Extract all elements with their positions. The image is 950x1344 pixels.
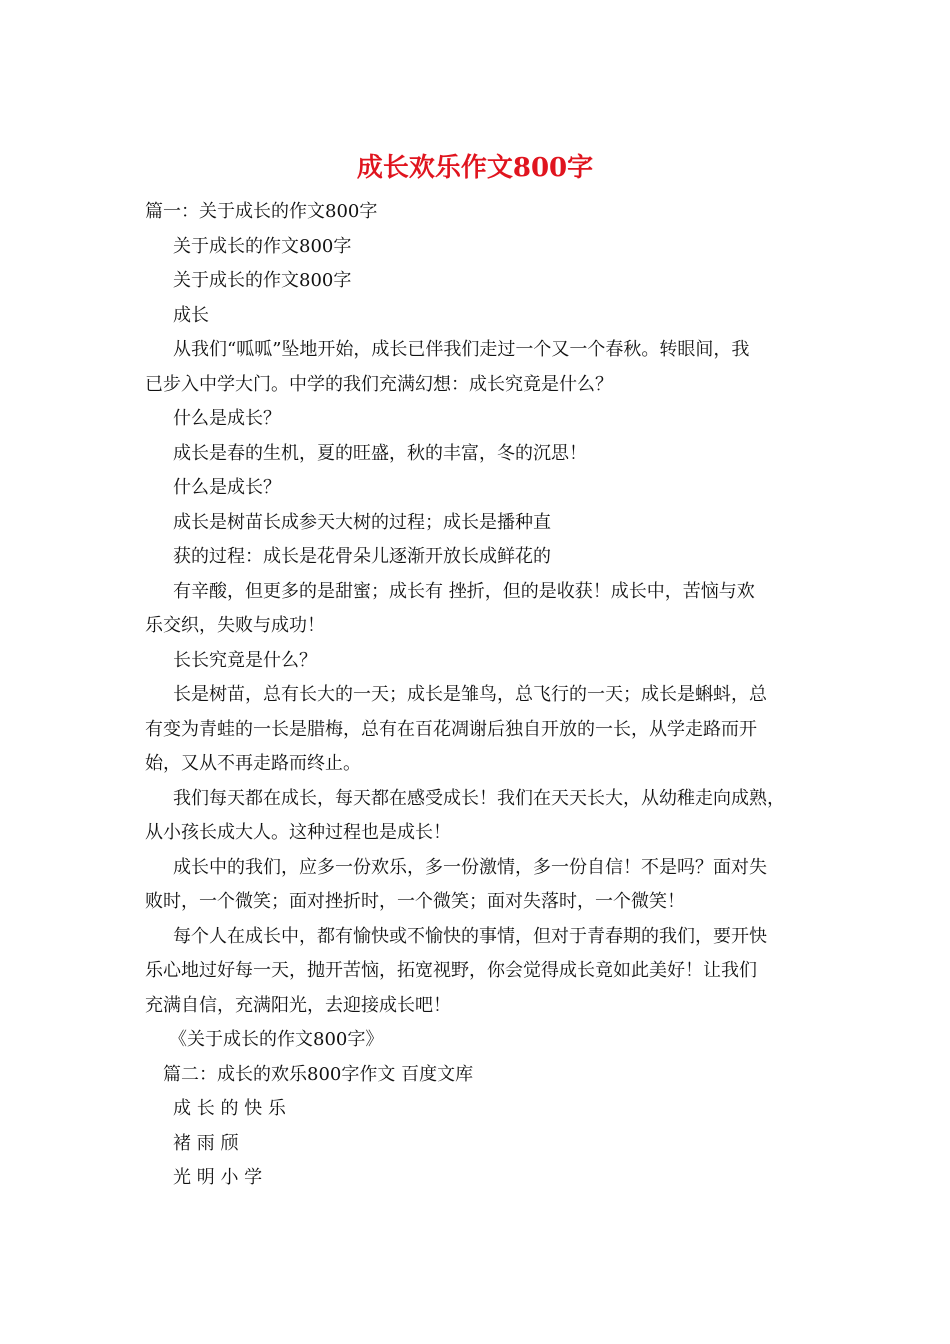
document-title: 成长欢乐作文800字 xyxy=(356,153,594,183)
document-body xyxy=(145,195,815,1196)
paragraph-line: 成长是春的生机，夏的旺盛，秋的丰富，冬的沉思！ xyxy=(173,442,587,464)
paragraph-line: 关于成长的作文800字 xyxy=(173,235,352,257)
paragraph-line: 我们每天都在成长，每天都在感受成长！我们在天天长大，从幼稚走向成熟， xyxy=(173,787,785,809)
paragraph-line: 获的过程：成长是花骨朵儿逐渐开放长成鲜花的 xyxy=(173,546,551,567)
paragraph-line: 从我们“呱呱”坠地开始，成长已伴我们走过一个又一个春秋。转眼间，我 xyxy=(173,339,750,360)
paragraph-line: 有辛酸，但更多的是甜蜜；成长有 挫折，但的是收获！成长中，苦恼与欢 xyxy=(173,580,755,602)
paragraph-line: 成长中的我们，应多一份欢乐，多一份激情，多一份自信！不是吗？面对失 xyxy=(173,856,767,878)
paragraph-line: 什么是成长？ xyxy=(173,477,281,498)
paragraph-line: 什么是成长？ xyxy=(173,408,281,429)
paragraph-line: 长长究竟是什么？ xyxy=(173,649,317,671)
paragraph-line: 有变为青蛙的一长是腊梅，总有在百花凋谢后独自开放的一长，从学走路而开 xyxy=(145,718,757,740)
paragraph-line: 关于成长的作文800字 xyxy=(173,270,352,291)
essay-title: 成长 xyxy=(173,304,209,326)
paragraph-line: 充满自信，充满阳光，去迎接成长吧！ xyxy=(145,994,451,1016)
paragraph-line: 乐交织，失败与成功！ xyxy=(145,615,325,636)
paragraph-line: 已步入中学大门。中学的我们充满幻想：成长究竟是什么？ xyxy=(145,373,613,395)
book-title-line: 《关于成长的作文800字》 xyxy=(169,1029,384,1050)
paragraph-line: 从小孩长成大人。这种过程也是成长！ xyxy=(145,822,451,843)
paragraph-line: 始，又从不再走路而终止。 xyxy=(145,753,361,774)
paragraph-line: 乐心地过好每一天，抛开苦恼，拓宽视野，你会觉得成长竟如此美好！让我们 xyxy=(145,960,757,981)
section-heading-1: 篇一：关于成长的作文800字 xyxy=(145,201,378,222)
school-name: 光 明 小 学 xyxy=(173,1167,263,1188)
paragraph-line: 每个人在成长中，都有愉快或不愉快的事情，但对于青春期的我们，要开快 xyxy=(173,925,767,947)
paragraph-line: 长是树苗，总有长大的一天；成长是雏鸟，总飞行的一天；成长是蝌蚪，总 xyxy=(173,684,767,705)
paragraph-line: 败时，一个微笑；面对挫折时，一个微笑；面对失落时，一个微笑！ xyxy=(145,891,685,912)
section-heading-2: 篇二：成长的欢乐800字作文 百度文库 xyxy=(163,1063,474,1085)
author-name: 褚 雨 颀 xyxy=(173,1132,239,1154)
essay-title: 成 长 的 快 乐 xyxy=(173,1098,286,1119)
paragraph-line: 成长是树苗长成参天大树的过程；成长是播种直 xyxy=(173,511,551,533)
